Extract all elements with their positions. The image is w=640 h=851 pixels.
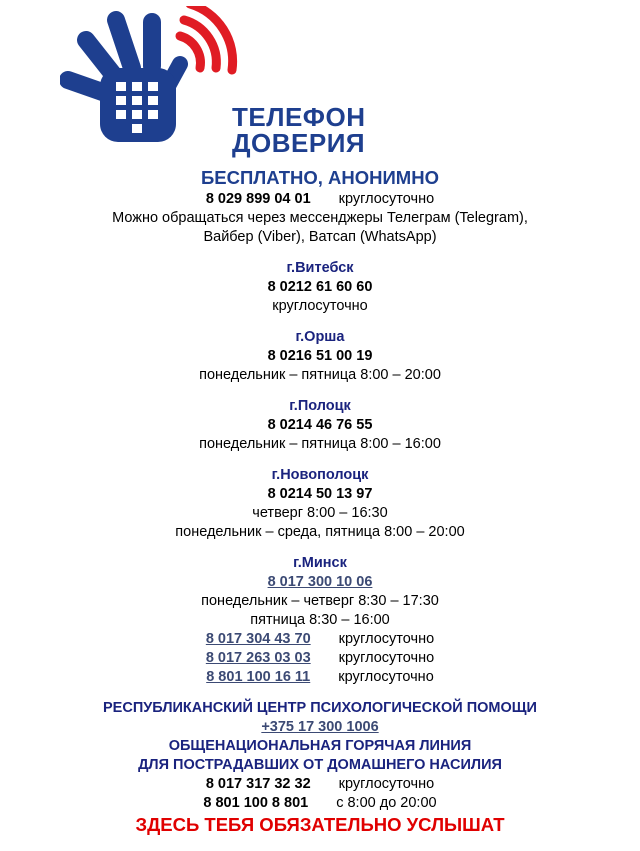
messengers-line1: Можно обращаться через мессенджеры Телеграм (Telegram), (112, 210, 528, 226)
minsk-line-2-phone-link[interactable]: 8 017 263 03 03 (205, 650, 311, 666)
city-polotsk: г.Полоцк (289, 398, 351, 414)
city-orsha: г.Орша (295, 329, 345, 345)
vitebsk-phone: 8 0212 61 60 60 (267, 279, 373, 295)
minsk-line-1-phone-link[interactable]: 8 017 304 43 70 (205, 631, 311, 647)
minsk-line-1 (0, 630, 640, 649)
minsk-phone-link[interactable]: 8 017 300 10 06 (267, 574, 373, 590)
republican-center-title: РЕСПУБЛИКАНСКИЙ ЦЕНТР ПСИХОЛОГИЧЕСКОЙ ПОМОЩИ (103, 700, 537, 716)
hotline-line-2-hours: с 8:00 до 20:00 (336, 795, 437, 811)
helpline-logo (60, 6, 366, 158)
polotsk-hours: понедельник – пятница 8:00 – 16:00 (199, 436, 441, 452)
main-phone-row (0, 190, 640, 209)
hotline-line-1-hours: круглосуточно (338, 776, 435, 792)
logo-text-line2: ДОВЕРИЯ (232, 128, 366, 158)
novopolotsk-hours-thursday: четверг 8:00 – 16:30 (252, 505, 388, 521)
footer-slogan: ЗДЕСЬ ТЕБЯ ОБЯЗАТЕЛЬНО УСЛЫШАТ (135, 814, 505, 835)
contacts (0, 166, 640, 837)
vitebsk-hours: круглосуточно (272, 298, 368, 314)
minsk-hours-mon-thu: понедельник – четверг 8:30 – 17:30 (201, 593, 439, 609)
hotline-title-2: ДЛЯ ПОСТРАДАВШИХ ОТ ДОМАШНЕГО НАСИЛИЯ (138, 757, 502, 773)
minsk-hours-fri: пятница 8:30 – 16:00 (250, 612, 390, 628)
headline: БЕСПЛАТНО, АНОНИМНО (201, 167, 439, 188)
hotline-line-2 (0, 794, 640, 813)
novopolotsk-phone: 8 0214 50 13 97 (267, 486, 373, 502)
minsk-line-3-hours: круглосуточно (338, 669, 434, 685)
orsha-hours: понедельник – пятница 8:00 – 20:00 (199, 367, 441, 383)
minsk-line-2-hours: круглосуточно (338, 650, 435, 666)
hotline-title-1: ОБЩЕНАЦИОНАЛЬНАЯ ГОРЯЧАЯ ЛИНИЯ (168, 738, 472, 754)
hotline-line-2-phone: 8 801 100 8 801 (203, 795, 309, 811)
republican-center-phone-link[interactable]: +375 17 300 1006 (261, 719, 379, 735)
main-phone: 8 029 899 04 01 (205, 191, 311, 207)
polotsk-phone: 8 0214 46 76 55 (267, 417, 373, 433)
city-minsk: г.Минск (293, 555, 347, 571)
minsk-line-2 (0, 649, 640, 668)
main-phone-hours: круглосуточно (338, 191, 435, 207)
city-novopolotsk: г.Новополоцк (271, 467, 369, 483)
messengers-line2: Вайбер (Viber), Ватсап (WhatsApp) (203, 229, 437, 245)
minsk-line-3 (0, 668, 640, 687)
hotline-line-1-phone: 8 017 317 32 32 (205, 776, 311, 792)
hotline-line-1 (0, 775, 640, 794)
minsk-line-1-hours: круглосуточно (338, 631, 435, 647)
novopolotsk-hours-weekdays: понедельник – среда, пятница 8:00 – 20:00 (175, 524, 465, 540)
logo-text-line1: ТЕЛЕФОН (232, 102, 366, 132)
city-vitebsk: г.Витебск (286, 260, 354, 276)
orsha-phone: 8 0216 51 00 19 (267, 348, 373, 364)
minsk-line-3-phone-link[interactable]: 8 801 100 16 11 (206, 669, 311, 685)
